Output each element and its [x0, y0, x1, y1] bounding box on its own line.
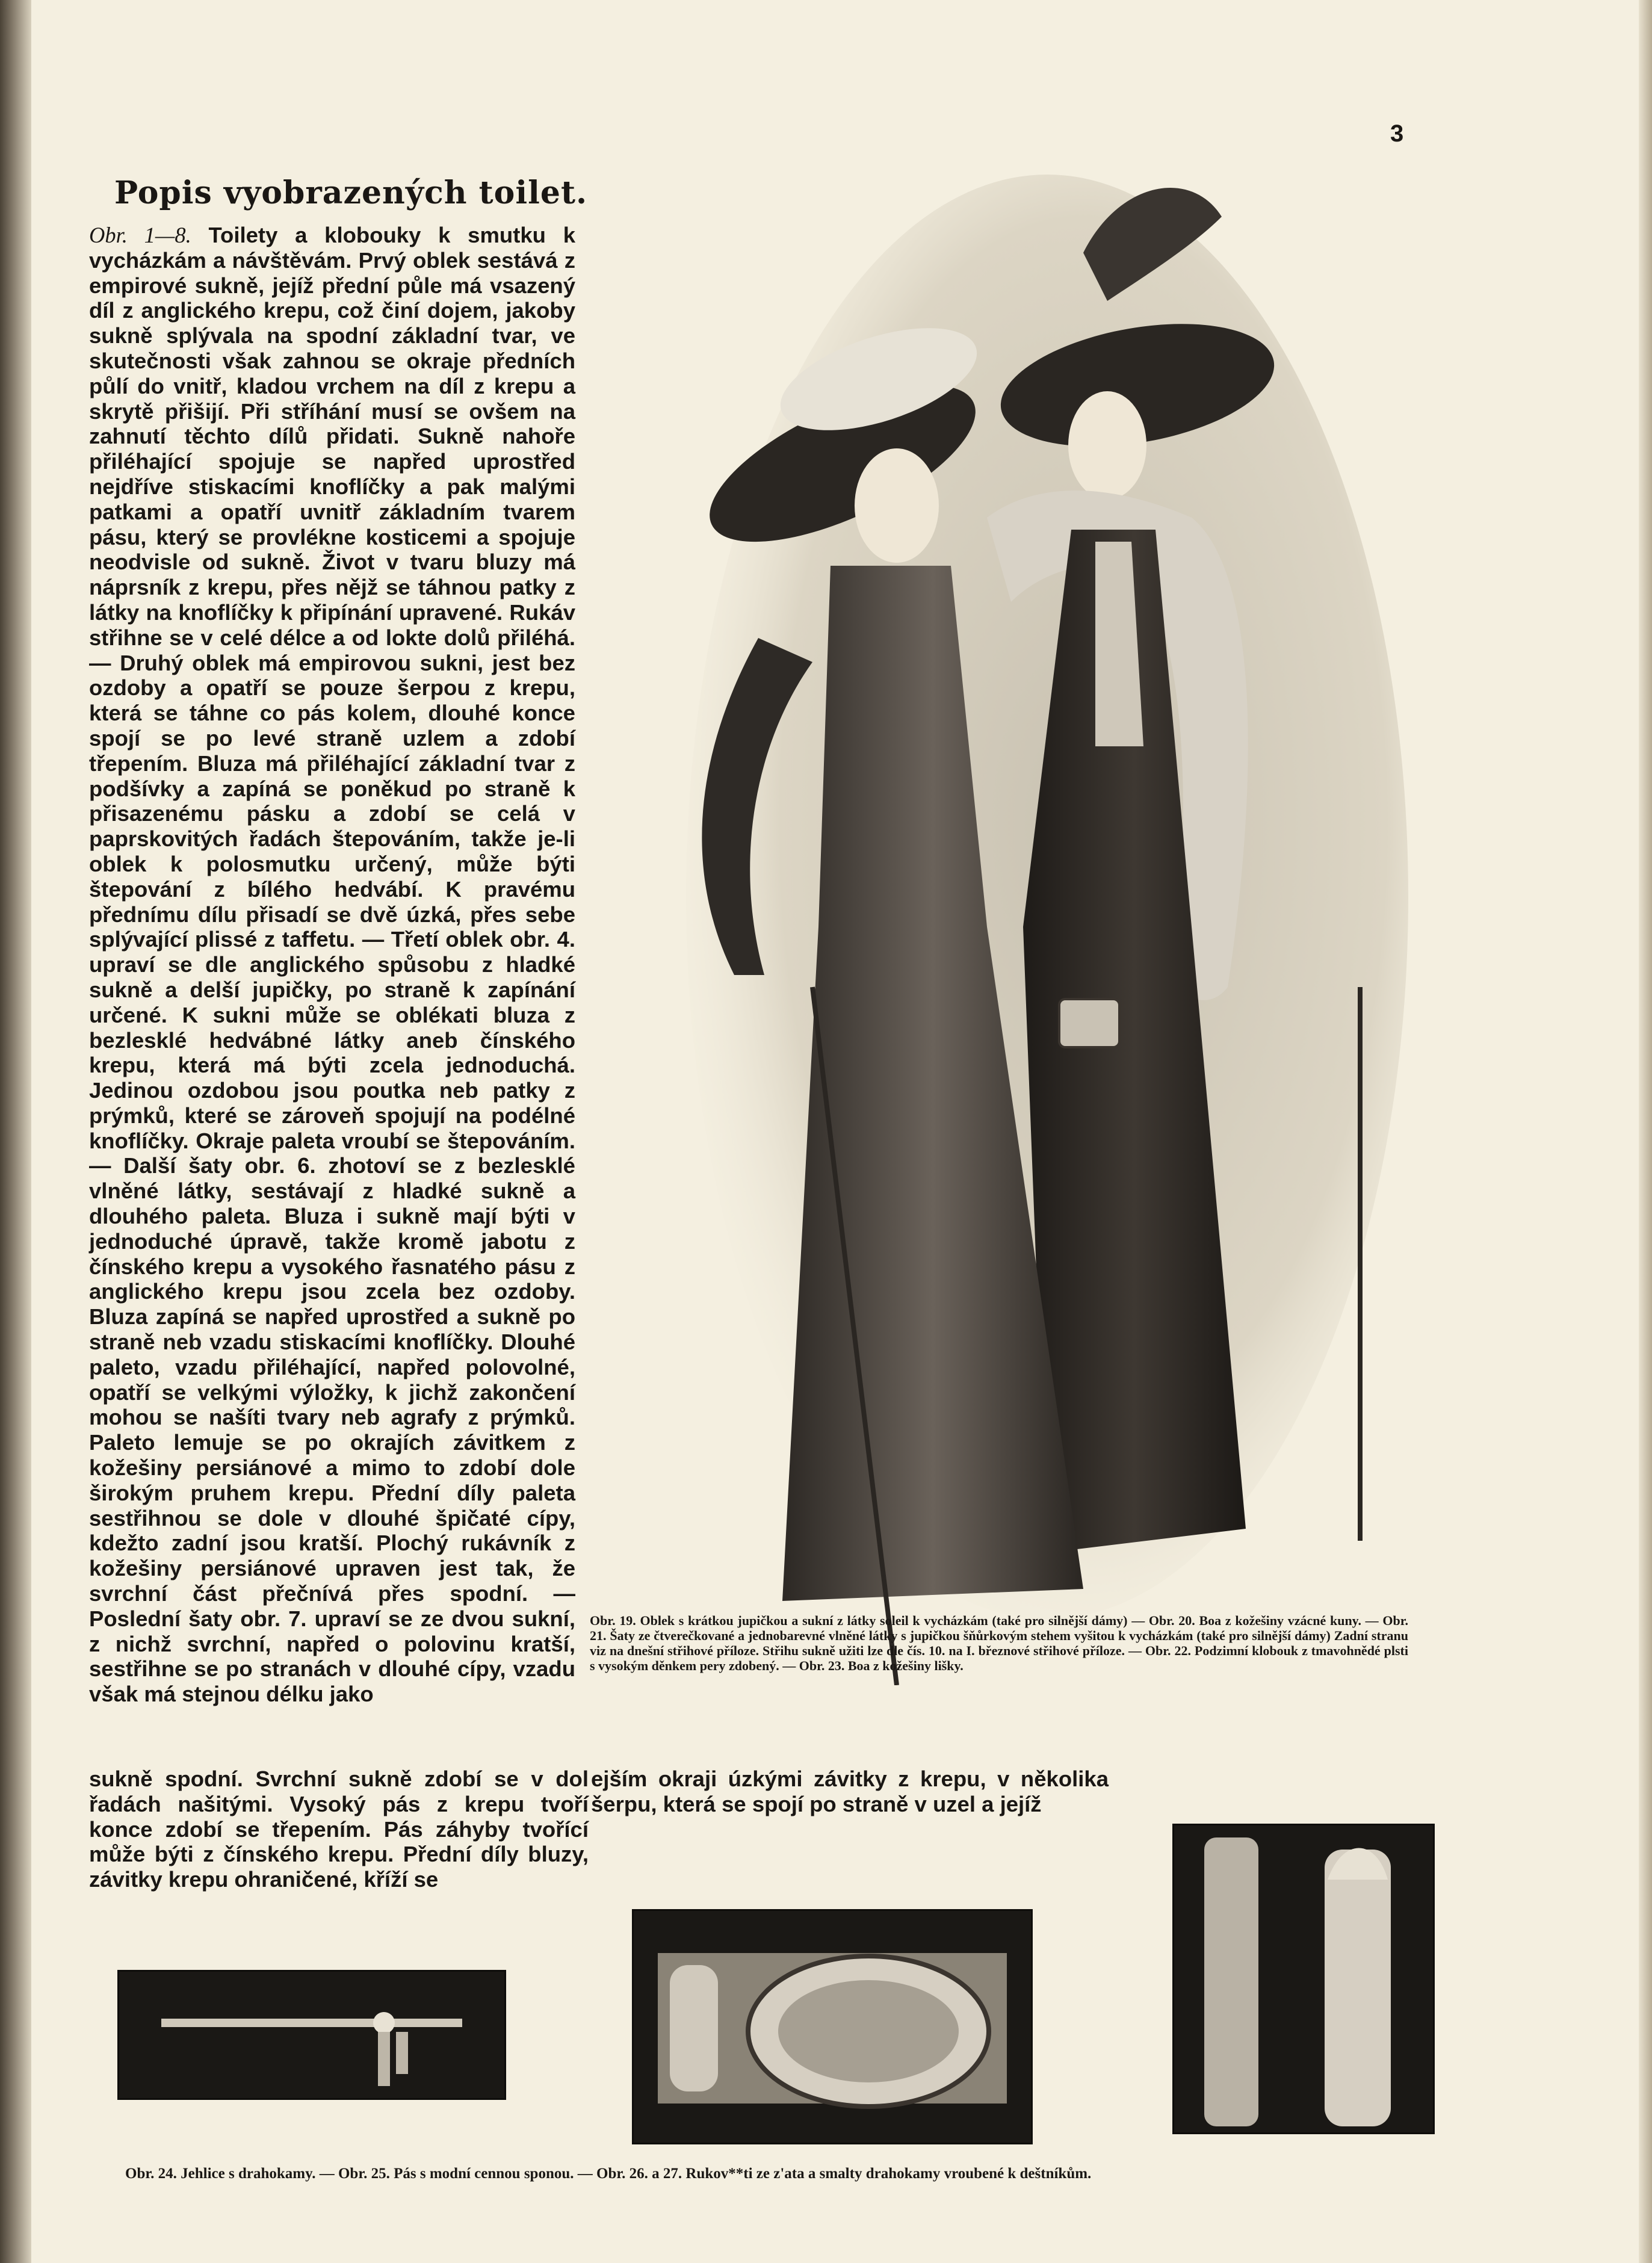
fashion-plate-illustration: [614, 144, 1408, 1685]
article-lead: Obr. 1—8.: [89, 223, 191, 247]
bottom-caption: Obr. 24. Jehlice s drahokamy. — Obr. 25. Pás s modní cennou sponou. — Obr. 26. a 27. Rukov**ti ze z'ata a smalty drahokamy vroubené k deštníkům.: [125, 2165, 1092, 2182]
page-edge: [1639, 0, 1652, 2263]
page-title: Popis vyobrazených toilet.: [114, 175, 588, 211]
handbag: [1059, 999, 1119, 1047]
main-figure-caption: Obr. 19. Oblek s krátkou jupičkou a sukní z látky soleil k vycházkám (také pro silnější dámy) — Obr. 20. Boa z kožešiny vzácné kuny. — Obr. 21. Šaty ze čtverečkované a jednobarevné vlněné látky s jupičkou šňůrkovým stehem vyšitou k vycházkám (také pro silnější dámy) Zadní stranu viz na dnešní střihové příloze. Střihu sukně užiti lze dle čís. 10. na I. březnové střihové příloze. — Obr. 22. Podzimní klobouk z tmavohnědé plsti s vysokým děnkem pery zdobený. — Obr. 23. Boa z kožešiny lišky.: [590, 1613, 1408, 1673]
head-left: [855, 448, 939, 563]
article-text: Toilety a klobouky k smutku k vycházkám a návštěvám. Prvý oblek sestává z empirové sukně, jejíž přední půle má vsazený díl z anglického krepu, což činí dojem, jakoby sukně splývala na spodní základní tvar, ve skutečnosti však zahnou se okraje předních půlí do vnitř, kladou vrchem na díl z krepu a skrytě přišijí. Při stříhání musí se ovšem na zahnutí těchto dílů přidati. Sukně nahoře přiléhající spojuje se napřed uprostřed nejdříve stiskacími knoflíčky a pak malými patkami a opatří uvnitř základním tvarem pásu, který se provlékne kosticemi a spojuje neodvisle od sukně. Život v tvaru bluzy má náprsník z krepu, přes nějž se táhnou patky z látky na knoflíčky k připínání upravené. Rukáv střihne se v celé délce a od lokte dolů přiléhá. — Druhý oblek má empirovou sukni, jest bez ozdoby a opatří se pouze šerpou z krepu, která se táhne co pás kolem, dlouhé konce spojí se po levé straně uzlem a zdobí třepením. Bluza má přiléhající základní tvar z podšívky a zapíná se poněkud po straně k přisazenému pásku a zdobí se celá v paprskovitých řadách štepováním, takže je-li oblek k polosmutku určený, může býti štepování z bílého hedvábí. K pravému přednímu dílu přisadí se dvě úzká, přes sebe splývající plissé z taffetu. — Třetí oblek obr. 4. upraví se dle anglického spůsobu z hladké sukně a delší jupičky, po straně k zapínání určené. K sukni může se oblékati bluza z bezlesklé hedvábné látky aneb čínského krepu, která má býti zcela jednoduchá. Jedinou ozdobou jsou poutka neb patky z prýmků, které se zároveň spojují na podélné knoflíčky. Okraje paleta vroubí se štepováním. — Další šaty obr. 6. zhotoví se z bezlesklé vlněné látky, sestávají z hladké sukně a dlouhého paleta. Bluza i sukně mají býti v jednoduché úpravě, takže kromě jabotu z čínského krepu a vysokého řasnatého pásu z anglického krepu jsou zcela bez ozdoby. Bluza zapíná se napřed uprostřed a sukně po straně neb vzadu stiskacími knoflíčky. Dlouhé paleto, vzadu přiléhající, napřed polovolné, opatří se velkými výložky, k jichž zakončení mohou se našíti tvary neb agrafy z prýmků. Paleto lemuje se po okrajích závitkem z kožešiny persiánové a mimo to zdobí dole širokým pruhem krepu. Přední díly paleta sestřihnou se dole v dlouhé špičaté cípy, kdežto zadní jsou kratší. Plochý rukávník z kožešiny persiánové upraven jest tak, že svrchní část přečnívá přes spodní. — Poslední šaty obr. 7. upraví se ze dvou sukní, z nichž svrchní, napřed o polovinu kratší, sestřihne se po stranách v dlouhé cípy, vzadu však má stejnou délku jako: [89, 223, 575, 1707]
head-right: [1068, 391, 1146, 500]
brooch-pin: [161, 2019, 462, 2027]
page-number: 3: [1390, 120, 1404, 147]
umbrella-handles-photo: [1172, 1824, 1435, 2134]
article-continuation-left: sukně spodní. Svrchní sukně zdobí se v dol řadách našitými. Vysoký pás z krepu tvoří konce zdobí se třepením. Pás záhyby tvořící může býti z čínského krepu. Přední díly bluzy, závitky krepu ohraničené, kříží se: [89, 1766, 589, 1892]
brooch-photo: [117, 1970, 506, 2100]
article-continuation-right: ejším okraji úzkými závitky z krepu, v několika šerpu, která se spojí po straně v uzel a jejíž: [591, 1766, 1109, 1816]
article-body: [89, 223, 575, 1707]
page-binding-shadow: [0, 0, 31, 2263]
belt-buckle-photo: [632, 1909, 1033, 2144]
